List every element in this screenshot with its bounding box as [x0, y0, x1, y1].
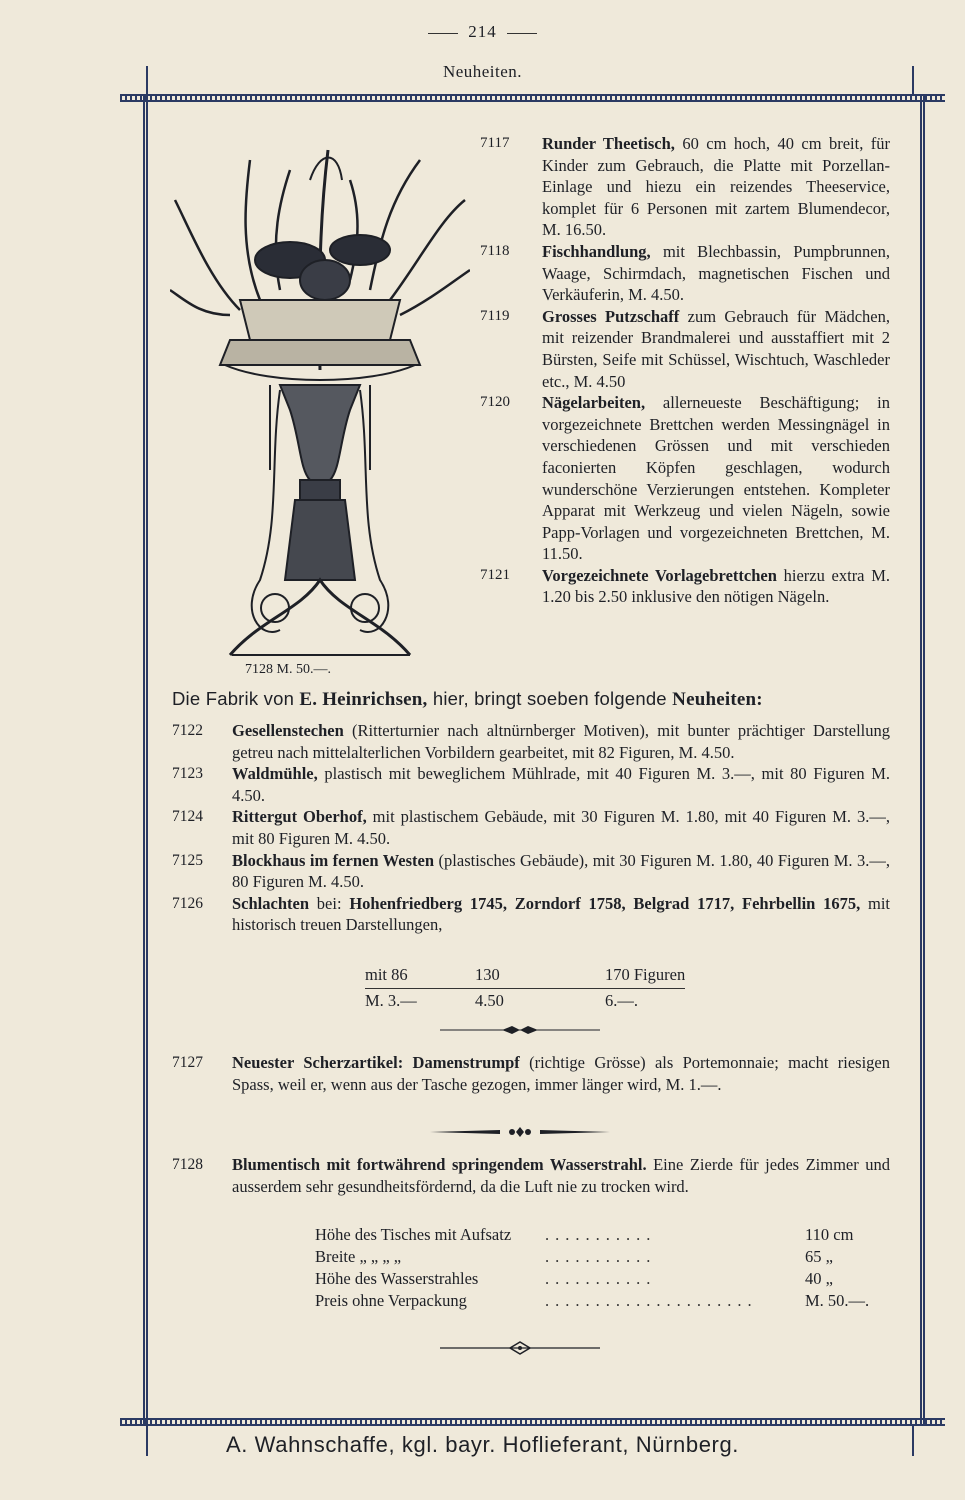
- item-title: Fischhandlung,: [542, 241, 651, 261]
- spec-label: Breite „ „ „ „: [315, 1247, 402, 1266]
- item-number: 7118: [480, 242, 510, 259]
- item-description: 60 cm hoch, 40 cm breit, für Kinder zum Gebrauch, die Platte mit Porzellan-Einlage und hiezu ein reizendes Theeservice, komplet für 6 Personen mit zartem Blumendecor, M. 16.50.: [542, 134, 891, 240]
- catalog-entry: [172, 893, 890, 936]
- item-number: 7128: [172, 1156, 203, 1173]
- item-title: Damenstrumpf: [412, 1053, 520, 1072]
- catalog-entry: [172, 850, 890, 893]
- item-title-battles: Hohenfriedberg 1745, Zorndorf 1758, Belgrad 1717, Fehrbellin 1675,: [349, 893, 861, 913]
- item-title: Runder Theetisch,: [542, 134, 675, 153]
- catalog-entry: [172, 1154, 890, 1197]
- catalog-entry: [172, 1052, 890, 1095]
- item-description: bei:: [316, 893, 342, 913]
- catalog-entry: [172, 720, 890, 763]
- leader-dots: ...........: [545, 1269, 657, 1288]
- separator-ornament: [440, 1340, 600, 1356]
- table-row: [315, 1224, 895, 1246]
- catalog-entry: [172, 806, 890, 849]
- item-title: Waldmühle,: [232, 764, 318, 784]
- item-number: 7117: [480, 135, 510, 151]
- item-description: Eine Zierde für jedes Zimmer und ausserdem sehr gesundheitsfördernd, da die Luft nie zu trocken wird.: [232, 1155, 890, 1196]
- item-description: (Ritterturnier nach altnürnberger Motiven), mit bunter prächtiger Darstellung getreu nach mittelalterlichen Vorbildern gearbeitet, mit 82 Figuren, M. 4.50.: [232, 721, 890, 762]
- frame-rule-bottom: [120, 1418, 945, 1426]
- catalog-entry: [172, 763, 890, 806]
- section-title: Neuheiten.: [442, 62, 523, 81]
- banner-middle: hier, bringt soeben folgende: [432, 688, 667, 709]
- item-title: Rittergut Oberhof,: [232, 807, 367, 827]
- table-row: [315, 1246, 895, 1268]
- item-description: (richtige Grösse) als Portemonnaie; macht riesigen Spass, weil er, wenn aus der Tasche gezogen, immer länger wird, M. 1.—.: [232, 1053, 891, 1094]
- catalog-entry: [480, 133, 890, 241]
- table-cell: 4.50: [475, 991, 504, 1010]
- item-title: Blumentisch mit fortwährend springendem Wasserstrahl.: [232, 1155, 647, 1174]
- leader-dots: ...........: [545, 1247, 657, 1266]
- catalog-entry: [480, 306, 890, 392]
- item-title: Neuester Scherzartikel:: [232, 1053, 404, 1072]
- publisher-footer: A. Wahnschaffe, kgl. bayr. Hoflieferant, Nürnberg.: [225, 1432, 740, 1457]
- item-description: zum Gebrauch für Mädchen, mit reizender Brandmalerei und ausstaffiert mit 2 Bürsten, Seife mit Schüssel, Wischtuch, Waschleder etc., M. 4.50: [542, 306, 891, 391]
- item-description: hierzu extra M. 1.20 bis 2.50 inklusive den nötigen Nägeln.: [542, 565, 891, 607]
- banner-company: E. Heinrichsen,: [299, 689, 428, 710]
- spec-label: Höhe des Wasserstrahles: [315, 1269, 479, 1288]
- frame-rule-top: [120, 94, 945, 102]
- banner-emphasis: Neuheiten:: [672, 689, 763, 710]
- item-title: Nägelarbeiten,: [542, 393, 646, 413]
- item-title: Schlachten: [232, 893, 310, 913]
- table-row: [365, 965, 745, 987]
- table-row: [365, 991, 745, 1013]
- item-description: plastisch mit beweglichem Mühlrade, mit 40 Figuren M. 3.—, mit 80 Figuren M. 4.50.: [232, 764, 891, 805]
- item-number: 7121: [480, 566, 510, 583]
- item-description: mit Blechbassin, Pumpbrunnen, Waage, Schirmdach, magnetischen Fischen und Verkäuferin, M. 4.50.: [542, 241, 890, 305]
- catalog-entry: [480, 392, 890, 565]
- item-description: mit plastischem Gebäude, mit 30 Figuren M. 1.80, mit 40 Figuren M. 3.—, mit 80 Figuren M. 4.50.: [232, 807, 891, 848]
- item-number: 7126: [172, 894, 203, 912]
- manufacturer-banner: [172, 688, 892, 711]
- item-title: Vorgezeichnete Vorlagebrettchen: [542, 565, 777, 585]
- catalog-entry: [480, 565, 890, 608]
- entries-full-width: [172, 720, 890, 936]
- corner-ornament: [912, 66, 914, 96]
- specifications-table: [315, 1224, 895, 1312]
- item-number: 7123: [172, 765, 203, 783]
- item-number: 7120: [480, 394, 510, 411]
- battles-price-table: [365, 965, 745, 1013]
- ornament-dash-right: [507, 33, 537, 34]
- spec-value: 65 „: [805, 1247, 833, 1266]
- illustration-caption: 7128 M. 50.—.: [245, 662, 331, 677]
- flower-table-fountain-illustration: [170, 140, 470, 680]
- item-description: allerneueste Beschäftigung; in vorgezeichnete Brettchen werden Messingnägel in verschiedenen Grössen und mit verschieden faconierten Köpfen geschlagen, wodurch wunderschöne Verzierungen entstehen. Kompleter Apparat mit Werkzeug und vielen Nägeln, sowie Papp-Vorlagen und vorgezeichneten Brettchen, M. 11.50.: [542, 393, 891, 564]
- entries-right-column: [480, 133, 890, 608]
- corner-ornament: [146, 66, 148, 96]
- separator-ornament: [440, 1022, 600, 1038]
- separator-ornament: [430, 1124, 610, 1140]
- spec-value: 40 „: [805, 1269, 833, 1288]
- page-number: 214: [468, 22, 497, 41]
- item-number: 7122: [172, 722, 203, 739]
- table-cell: 6.—.: [605, 991, 638, 1010]
- leader-dots: .....................: [545, 1291, 758, 1310]
- table-divider: [365, 988, 685, 989]
- page-number-line: [0, 22, 965, 42]
- table-cell: 130: [475, 965, 500, 984]
- table-row: [315, 1290, 895, 1312]
- table-row: [315, 1268, 895, 1290]
- spec-label: Preis ohne Verpackung: [315, 1291, 467, 1310]
- item-description: mit historisch treuen Darstellungen,: [232, 893, 891, 935]
- table-cell: M. 3.—: [365, 991, 417, 1010]
- ornament-dash-left: [428, 33, 458, 34]
- catalog-entry: [480, 241, 890, 306]
- entries-full-width: [172, 1154, 890, 1197]
- item-title: Gesellenstechen: [232, 721, 344, 740]
- table-cell: mit 86: [365, 965, 408, 984]
- item-number: 7119: [480, 307, 510, 324]
- item-number: 7127: [172, 1054, 203, 1071]
- table-cell: 170 Figuren: [605, 965, 686, 984]
- spec-value: 110 cm: [805, 1225, 854, 1244]
- item-number: 7125: [172, 851, 203, 869]
- leader-dots: ...........: [545, 1225, 657, 1244]
- item-title: Grosses Putzschaff: [542, 306, 680, 326]
- item-number: 7124: [172, 808, 203, 826]
- banner-prefix: Die Fabrik von: [172, 688, 295, 709]
- spec-label: Höhe des Tisches mit Aufsatz: [315, 1225, 512, 1244]
- spec-value: M. 50.—.: [805, 1291, 870, 1310]
- item-title: Blockhaus im fernen Westen: [232, 850, 435, 870]
- item-description: (plastisches Gebäude), mit 30 Figuren M. 1.80, 40 Figuren M. 3.—, 80 Figuren M. 4.50.: [232, 850, 891, 892]
- entries-full-width: [172, 1052, 890, 1095]
